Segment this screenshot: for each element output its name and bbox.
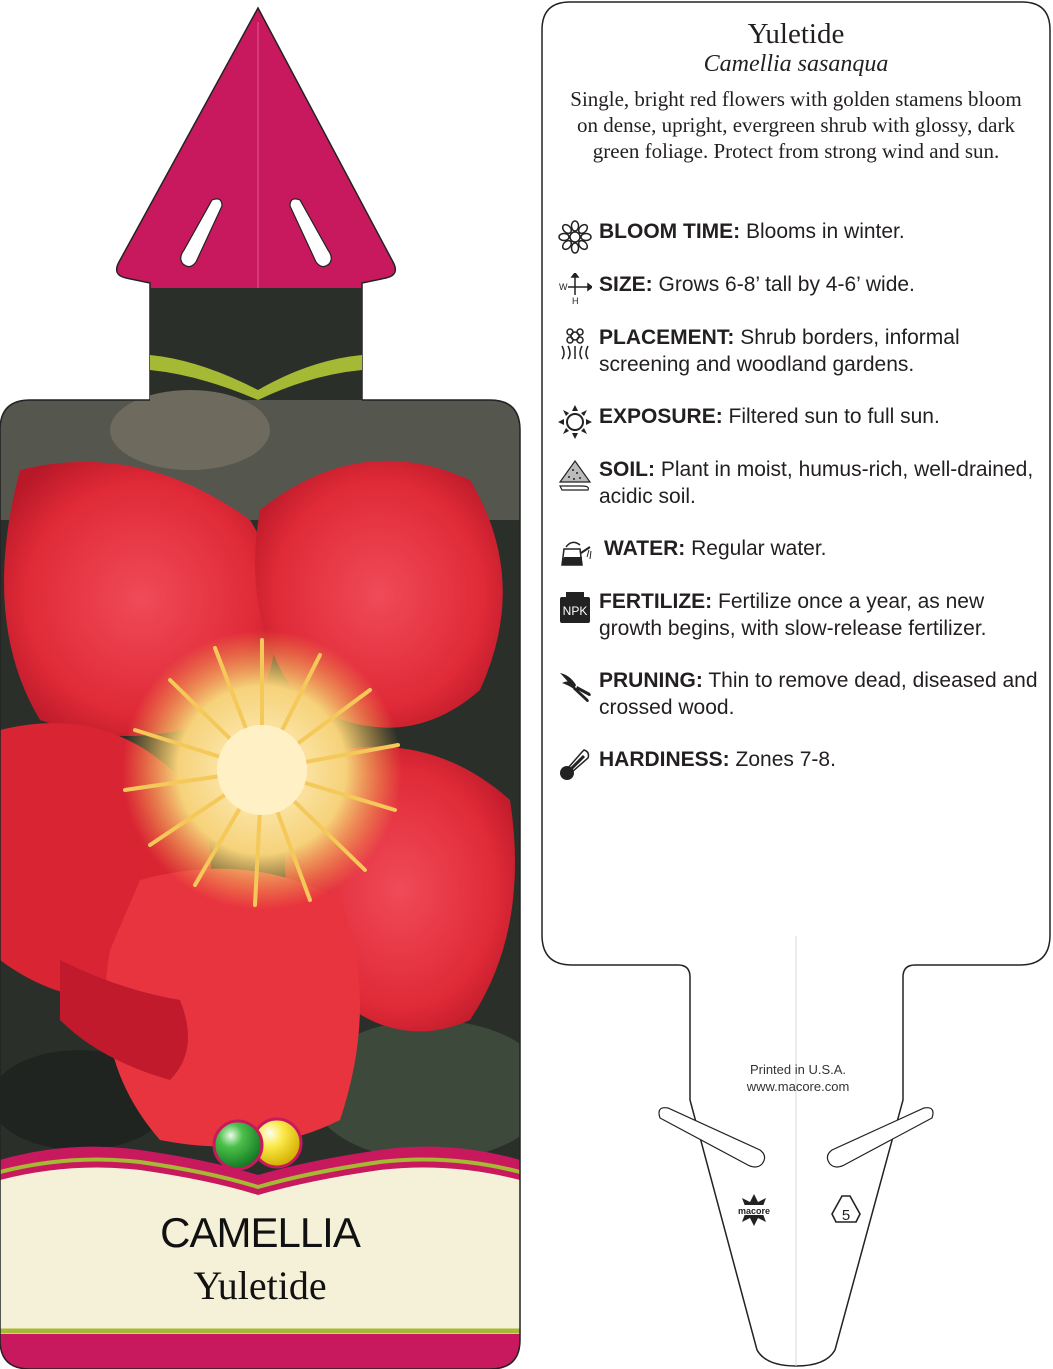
size-label: SIZE:: [599, 273, 653, 296]
soil-label: SOIL:: [599, 458, 655, 481]
printed-in-text: Printed in U.S.A.: [749, 1062, 847, 1077]
water-text: Regular water.: [691, 537, 827, 560]
placement-icon: [558, 326, 592, 360]
fertilizer-icon: [558, 590, 592, 624]
hardiness-text: Zones 7-8.: [735, 748, 836, 771]
size-icon-w: W: [559, 282, 568, 292]
placement-text: Shrub borders, informal screening and woodland gardens.: [599, 326, 960, 376]
bloom-icon: [558, 220, 592, 254]
soil-icon: [558, 458, 592, 492]
pruners-icon: [558, 669, 592, 703]
pruning-label: PRUNING:: [599, 669, 703, 692]
website-text: www.macore.com: [746, 1079, 850, 1094]
bloom-time-text: Blooms in winter.: [746, 220, 905, 243]
size-text: Grows 6-8’ tall by 4-6’ wide.: [658, 273, 915, 296]
exposure-text: Filtered sun to full sun.: [728, 405, 940, 428]
thermometer-icon: [558, 748, 592, 782]
plant-description: Single, bright red flowers with golden stamens bloom on dense, upright, evergreen shrub with glossy, dark green foliage. Protect from strong wind and sun.: [570, 87, 1022, 163]
fertilize-label: FERTILIZE:: [599, 590, 713, 613]
pruning-text: Thin to remove dead, diseased and crossed wood.: [599, 669, 1038, 719]
plant-cultivar: Yuletide: [193, 1263, 327, 1308]
size-icon-h: H: [572, 296, 579, 306]
npk-text: NPK: [562, 604, 588, 618]
recycle-code: 5: [841, 1207, 851, 1224]
exposure-label: EXPOSURE:: [599, 405, 723, 428]
back-title: Yuletide: [747, 18, 845, 50]
macore-logo-text: macore: [737, 1206, 771, 1216]
watering-can-icon: [558, 537, 592, 571]
water-label: WATER:: [604, 537, 686, 560]
soil-text: Plant in moist, humus-rich, well-drained, acidic soil.: [599, 458, 1034, 508]
size-icon: [558, 273, 592, 307]
bloom-time-label: BLOOM TIME:: [599, 220, 741, 243]
fertilize-text: Fertilize once a year, as new growth begins, with slow-release fertilizer.: [599, 590, 987, 640]
sun-icon: [558, 405, 592, 439]
scientific-name: Camellia sasanqua: [703, 51, 889, 77]
placement-label: PLACEMENT:: [599, 326, 735, 349]
hardiness-label: HARDINESS:: [599, 748, 730, 771]
plant-genus: CAMELLIA: [160, 1209, 360, 1256]
printed-info: [700, 1061, 896, 1095]
